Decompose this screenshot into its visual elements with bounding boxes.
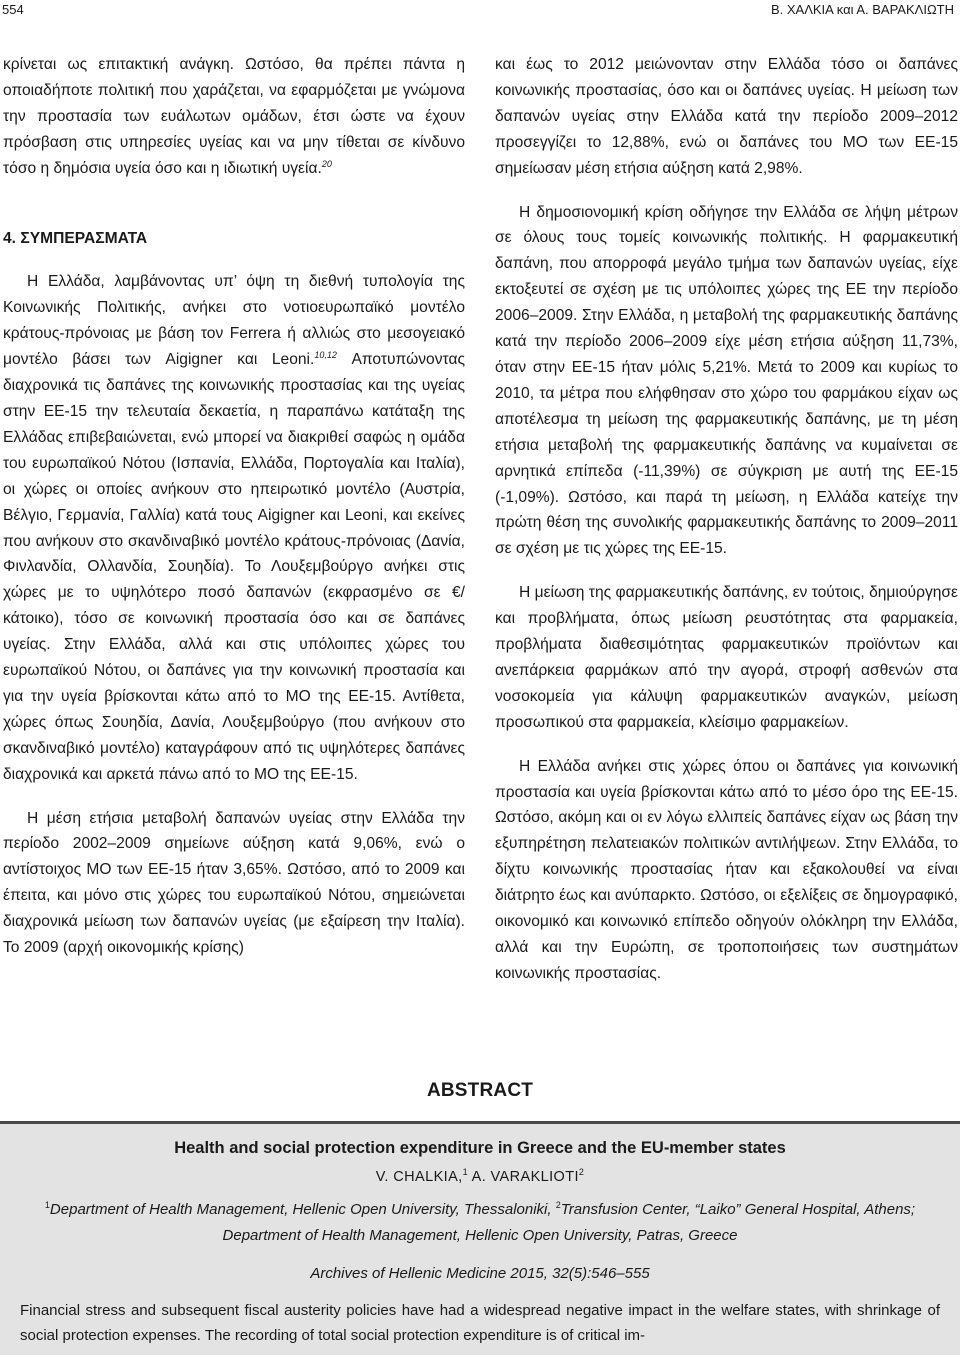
left-paragraph-3: Η μέση ετήσια μεταβολή δαπανών υγείας στην Ελλάδα την περίοδο 2002–2009 σημείωνε αύξηση κατά 9,06%, ενώ ο αντίστοιχος ΜΟ των ΕΕ-15 ήταν 3,65%. Ωστόσο, από το 2009 και έπειτα, και μόνο στις χώρες του ευρωπαϊκού Νότου, σημειώνεται διαχρονικά μείωση των δαπανών υγείας (με εξαίρεση την Ιταλία). Το 2009 (αρχή οικονομικής κρίσης) bbox=[3, 809, 465, 957]
abstract-heading: ABSTRACT bbox=[426, 1080, 534, 1101]
abstract-body: Financial stress and subsequent fiscal austerity policies have had a widespread negative impact in the welfare states, with shrinkage of social protection expenses. The recording of total social protection expenditure is of critical im- bbox=[20, 1302, 940, 1344]
left-column bbox=[3, 52, 465, 961]
abstract-box bbox=[0, 1121, 960, 1355]
author-1: V. CHALKIA, bbox=[375, 1169, 463, 1185]
running-head: Β. ΧΑΛΚΙΑ και Α. ΒΑΡΑΚΛΙΩΤΗ bbox=[770, 2, 954, 17]
abstract-authors: V. CHALKIA,$^1$ A. VARAKLIOTI$^2$ bbox=[375, 1167, 585, 1185]
left-paragraph-1: κρίνεται ως επιτακτική ανάγκη. Ωστόσο, θα πρέπει πάντα η οποιαδήποτε πολιτική που χαράζεται, να εφαρμόζεται με γνώμονα την προστασία των ευάλωτων ομάδων, έτσι ώστε να έχουν πρόσβαση στις υπηρεσίες υγείας και να μην τίθεται σε κίνδυνο τόσο η δημόσια υγεία όσο και η ιδιωτική υγεία.$^{20}$ bbox=[3, 56, 465, 177]
right-column bbox=[495, 52, 958, 987]
section-heading: 4. ΣΥΜΠΕΡΑΣΜΑΤΑ bbox=[3, 229, 148, 247]
right-paragraph-2: Η δημοσιονομική κρίση οδήγησε την Ελλάδα σε λήψη μέτρων σε όλους τους τομείς κοινωνικής πολιτικής. Η φαρμακευτική δαπάνη, που απορροφά μεγάλο τμήμα των δαπανών υγείας, είχε εκτοξευτεί σε σχέση με τις υπόλοιπες χώρες της ΕΕ την περίοδο 2006–2009. Στην Ελλάδα, η μεταβολή της φαρμακευτικής δαπάνης κατά την περίοδο 2006–2009 είχε μέση ετήσια αύξηση 11,73%, όταν στην ΕΕ-15 ήταν μόλις 5,21%. Μετά το 2009 και κυρίως το 2010, τα μέτρα που ελήφθησαν στο χώρο του φαρμάκου είχαν ως αποτέλεσμα τη μείωση της φαρμακευτικής δαπάνης, με τη μέση ετήσια μεταβολή της φαρμακευτικής δαπάνης να κυμαίνεται σε αρνητικά επίπεδα (-11,39%) σε σύγκριση με αυτή της ΕΕ-15 (-1,09%). Ωστόσο, και παρά τη μείωση, η Ελλάδα κατείχε την πρώτη θέση της συνολικής φαρμακευτικής δαπάνης το 2009–2011 σε σχέση με τις χώρες της ΕΕ-15. bbox=[495, 203, 958, 558]
left-paragraph-2: Η Ελλάδα, λαμβάνοντας υπ’ όψη τη διεθνή τυπολογία της Κοινωνικής Πολιτικής, ανήκει στο νοτιοευρωπαϊκό μοντέλο κράτους-πρόνοιας με βάση τον Ferrera ή αλλιώς στο μεσογειακό μοντέλο βάσει των Aigigner και Leoni.$^{10,12}$ Αποτυπώνοντας διαχρονικά τις δαπάνες της κοινωνικής προστασίας και της υγείας στην ΕΕ-15 την τελευταία δεκαετία, η παραπάνω κατάταξη της Ελλάδας επιβεβαιώνεται, ενώ μπορεί να διακριθεί σαφώς η ομάδα του ευρωπαϊκού Νότου (Ισπανία, Ελλάδα, Πορτογαλία και Ιταλία), οι χώρες οι οποίες ανήκουν στο ηπειρωτικό μοντέλο (Αυστρία, Βέλγιο, Γερμανία, Γαλλία) κατά τους Aigigner και Leoni, και εκείνες που ανήκουν στο σκανδιναβικό μοντέλο κράτους-πρόνοιας (Δανία, Φινλανδία, Ολλανδία, Σουηδία). Το Λουξεμβούργο ανήκει στις χώρες με το υψηλότερο ποσό δαπανών (εκφρασμένο σε €/κάτοικο), τόσο σε κοινωνική προστασία όσο και σε δαπάνες υγείας. Στην Ελλάδα, αλλά και στις υπόλοιπες χώρες του ευρωπαϊκού Νότου, οι δαπάνες για την κοινωνική προστασία και για την υγεία βρίσκονται κάτω από το ΜΟ της ΕΕ-15. Αντίθετα, χώρες όπως Σουηδία, Δανία, Λουξεμβούργο (που ανήκουν στο σκανδιναβικό μοντέλο) καταγράφουν από τις υψηλότερες δαπάνες διαχρονικά και αρκετά πάνω από το ΜΟ της ΕΕ-15. bbox=[3, 273, 465, 783]
right-paragraph-1: και έως το 2012 μειώνονταν στην Ελλάδα τόσο οι δαπάνες κοινωνικής προστασίας, όσο και οι δαπάνες υγείας. Η μείωση των δαπανών υγείας στην Ελλάδα κατά την περίοδο 2009–2012 προσεγγίζει το 12,88%, ενώ οι δαπάνες του ΜΟ των ΕΕ-15 σημείωσαν μέση ετήσια αύξηση κατά 2,98%. bbox=[495, 56, 958, 177]
right-paragraph-3: Η μείωση της φαρμακευτικής δαπάνης, εν τούτοις, δημιούργησε και προβλήματα, όπως μείωση ρευστότητας στα φαρμακεία, προβλήματα διαθεσιμότητας φαρμακευτικών προϊόντων και ανεπάρκεια φαρμάκων από την αγορά, στροφή ασθενών στα νοσοκομεία για κάλυψη φαρμακευτικών αναγκών, μείωση προσωπικού στα φαρμακεία, κλείσιμο φαρμακείων. bbox=[495, 584, 958, 731]
reference-superscript: 10,12 bbox=[314, 350, 337, 361]
abstract-affiliations: $^1$Department of Health Management, Hellenic Open University, Thessaloniki, $^2$Transfusion Center, “Laiko” General Hospital, Athens; Department of Health Management, Hellenic Open University, Patras, Greece bbox=[44, 1200, 916, 1244]
abstract-title: Health and social protection expenditure in Greece and the EU-member states bbox=[174, 1139, 786, 1157]
reference-superscript: 20 bbox=[321, 158, 332, 169]
author-2: A. VARAKLIOTI bbox=[471, 1169, 579, 1185]
right-paragraph-4: Η Ελλάδα ανήκει στις χώρες όπου οι δαπάνες για κοινωνική προστασία και υγεία βρίσκονται κάτω από το μέσο όρο της ΕΕ-15. Ωστόσο, ακόμη και οι εν λόγω ελλιπείς δαπάνες είχαν ως βάση την εξυπηρέτηση πελατειακών πολιτικών αντιλήψεων. Στην Ελλάδα, το δίχτυ κοινωνικής προστασίας ήταν και εξακολουθεί να είναι διάτρητο έως και ανύπαρκτο. Ωστόσο, οι εξελίξεις σε δημογραφικό, οικονομικό και κοινωνικό επίπεδο οδηγούν ολόκληρη την Ελλάδα, αλλά και την Ευρώπη, σε τροποποιήσεις των συστημάτων κοινωνικής προστασίας. bbox=[495, 757, 958, 982]
page-number: 554 bbox=[2, 2, 24, 17]
abstract-citation: Archives of Hellenic Medicine 2015, 32(5):546–555 bbox=[310, 1265, 650, 1282]
page-header bbox=[0, 0, 960, 22]
